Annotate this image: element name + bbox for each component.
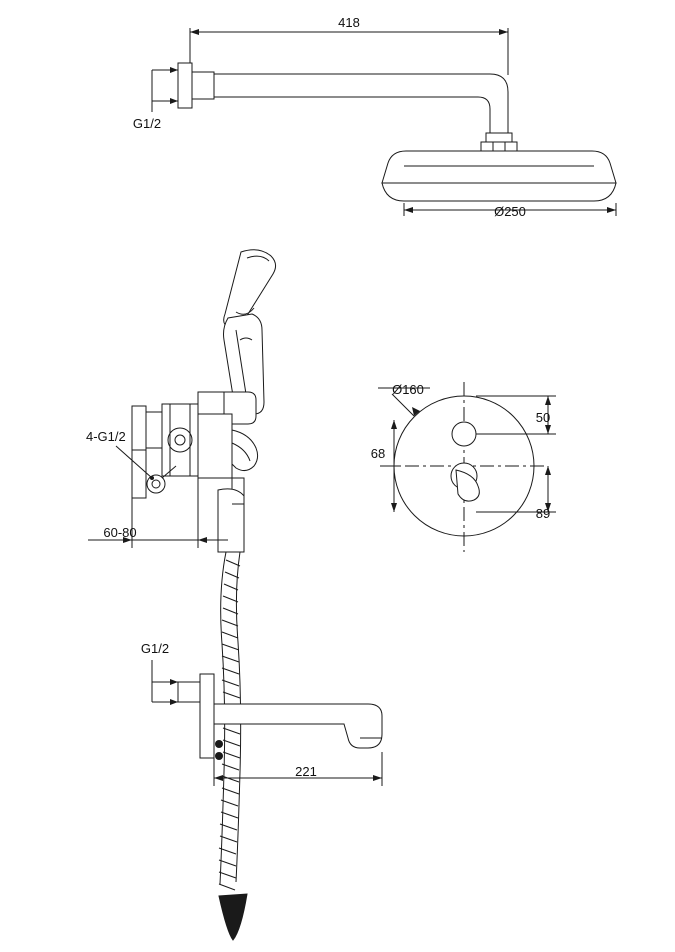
bath-spout-view: [152, 660, 382, 786]
dimension-label-rough-in-depth: 60-80: [103, 525, 137, 540]
dimension-label-head-diameter: Ø250: [494, 204, 526, 219]
trim-plate-view: [378, 382, 556, 552]
dimension-418: [190, 28, 508, 75]
dimension-label-spout-inlet-thread: G1/2: [140, 641, 170, 656]
dimension-label-plate-top-offset: 50: [535, 410, 551, 425]
mixer-handshower-view: [88, 250, 276, 940]
dimension-label-spout-projection: 221: [295, 764, 317, 779]
spout-wall-inlet: [152, 660, 214, 758]
arm-drop-tube: [481, 122, 517, 151]
dimension-label-arm-inlet-thread: G1/2: [132, 116, 162, 131]
shower-arm: [214, 74, 508, 122]
shower-holder: [218, 478, 244, 552]
dimension-label-mixer-connections: 4-G1/2: [86, 429, 126, 444]
shower-arm-head-view: [152, 28, 616, 216]
rain-shower-head: [382, 151, 616, 201]
dimension-label-plate-bottom-offset: 89: [535, 506, 551, 521]
shower-hose: [219, 552, 247, 940]
dimension-label-arm-length: 418: [338, 15, 360, 30]
bath-spout-body: [214, 704, 382, 748]
dimension-label-plate-left-offset: 68: [370, 446, 386, 461]
arm-wall-connector: [152, 63, 214, 112]
spout-diverter-buttons: [215, 740, 223, 760]
dimension-label-plate-diameter: Ø160: [392, 382, 424, 397]
